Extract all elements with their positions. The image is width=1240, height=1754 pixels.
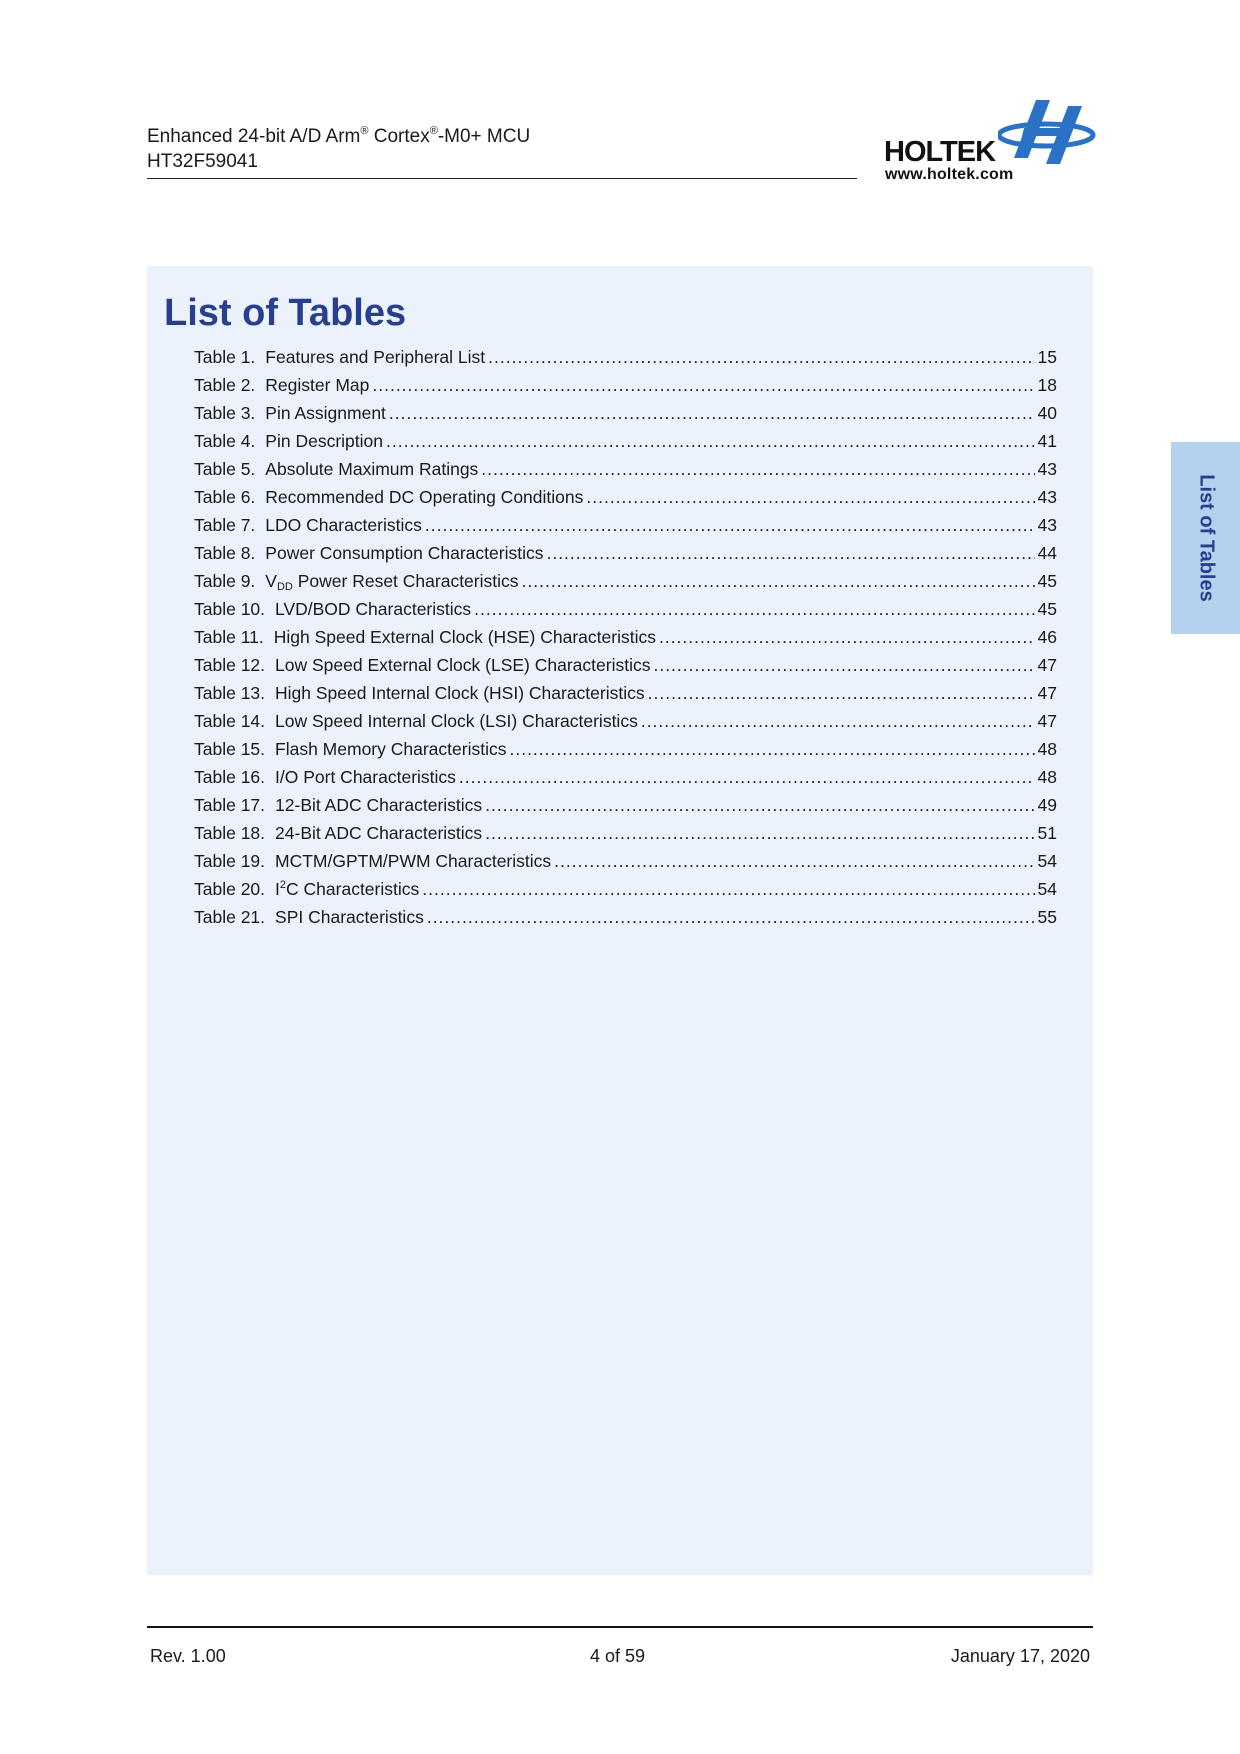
toc-entry[interactable] (194, 483, 1057, 511)
toc-entry-title: Features and Peripheral List (265, 347, 486, 367)
toc-leader-dots (485, 819, 1034, 847)
toc-entry-title: LDO Characteristics (265, 515, 422, 535)
toc-leader-dots (386, 427, 1035, 455)
toc-entry-page: 43 (1037, 487, 1057, 507)
toc-entry[interactable] (194, 623, 1057, 651)
side-section-tab (1171, 442, 1240, 634)
page-number: 4 of 59 (590, 1646, 646, 1666)
toc-entry-number: Table 1. (194, 347, 256, 367)
toc-entry-title: Pin Description (265, 431, 383, 451)
toc-entry-number: Table 6. (194, 487, 256, 507)
toc-leader-dots (488, 343, 1034, 371)
toc-entry-number: Table 18. (194, 823, 266, 843)
toc-entry-number: Table 13. (194, 683, 266, 703)
toc-entry-number: Table 17. (194, 795, 266, 815)
toc-entry[interactable] (194, 399, 1057, 427)
toc-entry-page: 55 (1037, 907, 1057, 927)
toc-entry-title: Recommended DC Operating Conditions (265, 487, 584, 507)
part-number: HT32F59041 (147, 151, 258, 172)
toc-entry-title: High Speed Internal Clock (HSI) Characteristics (275, 683, 645, 703)
toc-entry-title: Absolute Maximum Ratings (265, 459, 479, 479)
toc-entry-page: 54 (1037, 879, 1057, 899)
toc-entry-page: 43 (1037, 515, 1057, 535)
toc-entry-title: Power Consumption Characteristics (265, 543, 544, 563)
toc-entry-page: 47 (1037, 655, 1057, 675)
toc-leader-dots (509, 735, 1034, 763)
toc-entry[interactable] (194, 651, 1057, 679)
toc-entry-number: Table 2. (194, 375, 256, 395)
toc-entry[interactable] (194, 791, 1057, 819)
toc-leader-dots (641, 707, 1035, 735)
toc-entry-number: Table 8. (194, 543, 256, 563)
toc-entry[interactable] (194, 455, 1057, 483)
page-title: List of Tables (164, 292, 407, 334)
toc-entry-page: 41 (1037, 431, 1057, 451)
holtek-logo-mark-icon (998, 98, 1096, 168)
toc-leader-dots (459, 763, 1035, 791)
toc-entry-page: 47 (1037, 711, 1057, 731)
toc-entry-page: 45 (1037, 599, 1057, 619)
toc-entry[interactable] (194, 539, 1057, 567)
toc-entry-number: Table 9. (194, 571, 256, 591)
toc-entry[interactable] (194, 371, 1057, 399)
toc-entry-page: 48 (1037, 767, 1057, 787)
toc-entry-number: Table 16. (194, 767, 266, 787)
toc-leader-dots (554, 847, 1034, 875)
toc-entry-page: 49 (1037, 795, 1057, 815)
toc-leader-dots (474, 595, 1034, 623)
toc-entry[interactable] (194, 847, 1057, 875)
logo-wordmark: HOLTEK (884, 136, 996, 168)
toc-leader-dots (546, 539, 1034, 567)
toc-leader-dots (586, 483, 1034, 511)
toc-entry-title: VDD Power Reset Characteristics (265, 571, 519, 593)
toc-entry[interactable] (194, 679, 1057, 707)
toc-entry[interactable] (194, 707, 1057, 735)
toc-entry-page: 15 (1037, 347, 1057, 367)
toc-leader-dots (659, 623, 1035, 651)
toc-entry-page: 54 (1037, 851, 1057, 871)
document-header (147, 124, 530, 174)
toc-entry-title: I/O Port Characteristics (275, 767, 456, 787)
toc-entry-title: Register Map (265, 375, 370, 395)
toc-leader-dots (648, 679, 1035, 707)
toc-entry[interactable] (194, 595, 1057, 623)
document-title: Enhanced 24-bit A/D Arm® Cortex®-M0+ MCU (147, 124, 531, 147)
toc-entry-title: MCTM/GPTM/PWM Characteristics (275, 851, 552, 871)
toc-leader-dots (389, 399, 1035, 427)
toc-entry-title: LVD/BOD Characteristics (275, 599, 472, 619)
holtek-logo (884, 98, 1094, 184)
toc-entry-title: 24-Bit ADC Characteristics (275, 823, 483, 843)
toc-entry-title: SPI Characteristics (275, 907, 424, 927)
toc-entry-title: Low Speed Internal Clock (LSI) Characteristics (275, 711, 638, 731)
toc-leader-dots (522, 567, 1035, 595)
toc-entry[interactable] (194, 567, 1057, 595)
toc-entry[interactable] (194, 735, 1057, 763)
document-date: January 17, 2020 (950, 1646, 1090, 1666)
toc-entry-number: Table 4. (194, 431, 256, 451)
content-panel (147, 266, 1093, 1575)
toc-entry-number: Table 10. (194, 599, 266, 619)
toc-entry[interactable] (194, 343, 1057, 371)
footer-divider (147, 1626, 1093, 1628)
toc-entry-number: Table 3. (194, 403, 256, 423)
toc-entry-page: 18 (1037, 375, 1057, 395)
toc-entry-page: 48 (1037, 739, 1057, 759)
toc-entry-number: Table 19. (194, 851, 266, 871)
side-tab-label: List of Tables (1195, 474, 1217, 602)
logo-url: www.holtek.com (885, 166, 1014, 183)
toc-entry-page: 40 (1037, 403, 1057, 423)
toc-entry-number: Table 20. (194, 879, 266, 899)
toc-leader-dots (425, 511, 1035, 539)
toc-leader-dots (485, 791, 1034, 819)
toc-entry-title: $I^2C$ Characteristics (275, 879, 420, 899)
toc-entry-page: 47 (1037, 683, 1057, 703)
toc-entry-title: Flash Memory Characteristics (275, 739, 507, 759)
table-list (194, 343, 1057, 931)
toc-leader-dots (481, 455, 1034, 483)
toc-entry-title: 12-Bit ADC Characteristics (275, 795, 483, 815)
toc-leader-dots (422, 875, 1034, 903)
toc-entry-number: Table 7. (194, 515, 256, 535)
toc-entry-page: 45 (1037, 571, 1057, 591)
toc-leader-dots (427, 903, 1035, 931)
toc-entry-title: Low Speed External Clock (LSE) Characteristics (275, 655, 651, 675)
toc-entry-number: Table 11. (194, 627, 264, 647)
toc-entry-number: Table 5. (194, 459, 256, 479)
toc-entry[interactable] (194, 427, 1057, 455)
toc-leader-dots (653, 651, 1034, 679)
toc-entry-page: 51 (1037, 823, 1057, 843)
revision-label: Rev. 1.00 (150, 1646, 226, 1666)
toc-entry-page: 46 (1037, 627, 1057, 647)
toc-entry[interactable] (194, 819, 1057, 847)
toc-entry[interactable] (194, 511, 1057, 539)
toc-entry-title: Pin Assignment (265, 403, 386, 423)
toc-entry-page: 44 (1037, 543, 1057, 563)
toc-entry[interactable] (194, 903, 1057, 931)
toc-entry-title: High Speed External Clock (HSE) Characteristics (273, 627, 656, 647)
toc-entry-number: Table 21. (194, 907, 266, 927)
toc-entry[interactable] (194, 763, 1057, 791)
toc-entry-number: Table 14. (194, 711, 266, 731)
toc-entry[interactable] (194, 875, 1057, 903)
toc-entry-page: 43 (1037, 459, 1057, 479)
toc-entry-number: Table 15. (194, 739, 266, 759)
header-divider (147, 178, 857, 179)
toc-leader-dots (372, 371, 1034, 399)
toc-entry-number: Table 12. (194, 655, 266, 675)
